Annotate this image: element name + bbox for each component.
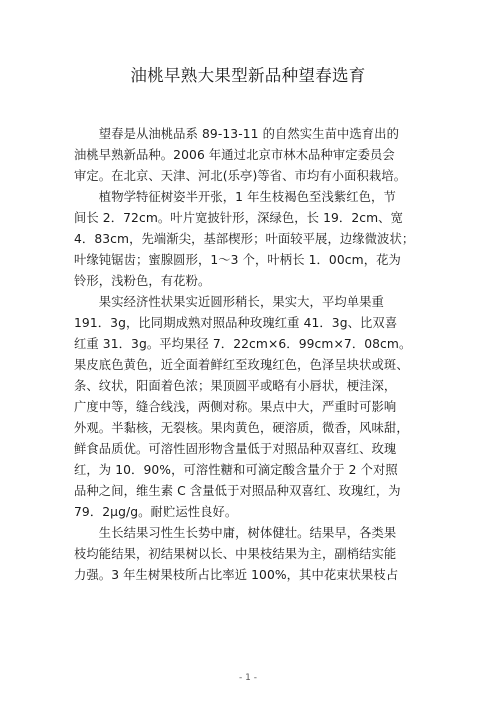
body-line: 铃形，浅粉色，有花粉。 [74,274,211,288]
body-line: 外观。半黏核，无裂核。果肉黄色，硬溶质，微香，风味甜， [74,421,409,435]
body-line: 鲜食品质优。可溶性固形物含量低于对照品种双喜红、玫瑰 [74,442,397,456]
body-line: 植物学特征树姿半开张，1 年生枝褐色至浅紫红色，节 [74,190,396,204]
body-line: 191．3g，比同期成熟对照品种玫瑰红重 41．3g、比双喜 [74,316,398,330]
body-line: 红，为 10．90%，可溶性糖和可滴定酸含量介于 2 个对照 [74,463,398,477]
body-line: 间长 2．72cm。叶片宽披针形，深绿色，长 19．2cm、宽 [74,211,403,225]
body-line: 力强。3 年生树果枝所占比率近 100%，其中花束状果枝占 [74,568,399,582]
document-body [74,124,424,586]
body-line: 油桃早熟新品种。2006 年通过北京市林木品种审定委员会 [74,148,395,162]
body-line: 叶缘钝锯齿；蜜腺圆形，1～3 个，叶柄长 1．00cm，花为 [74,253,401,267]
body-line: 审定。在北京、天津、河北(乐亭)等省、市均有小面积栽培。 [74,169,407,183]
page-number: - 1 - [239,673,257,683]
body-line: 4．83cm，先端渐尖，基部楔形；叶面较平展，边缘微波状； [74,232,415,246]
body-line: 红重 31．3g。平均果径 7．22cm×6．99cm×7．08cm。 [74,337,412,351]
body-line: 79．2μg/g。耐贮运性良好。 [74,505,238,519]
body-line: 果皮底色黄色，近全面着鲜红至玫瑰红色，色泽呈块状或斑、 [74,358,409,372]
body-line: 生长结果习性生长势中庸，树体健壮。结果早，各类果 [74,526,397,540]
body-line: 条、纹状，阳面着色浓；果顶圆平或略有小唇状，梗洼深， [74,379,397,393]
document-title: 油桃早熟大果型新品种望春选育 [130,66,366,85]
body-line: 望春是从油桃品系 89-13-11 的自然实生苗中选育出的 [74,127,399,141]
body-line: 果实经济性状果实近圆形稍长，果实大，平均单果重 [74,295,384,309]
body-line: 品种之间，维生素 C 含量低于对照品种双喜红、玫瑰红，为 [74,484,401,498]
body-line: 广度中等，缝合线浅，两侧对称。果点中大，严重时可影响 [74,400,397,414]
body-line: 枝均能结果，初结果树以长、中果枝结果为主，副梢结实能 [74,547,397,561]
